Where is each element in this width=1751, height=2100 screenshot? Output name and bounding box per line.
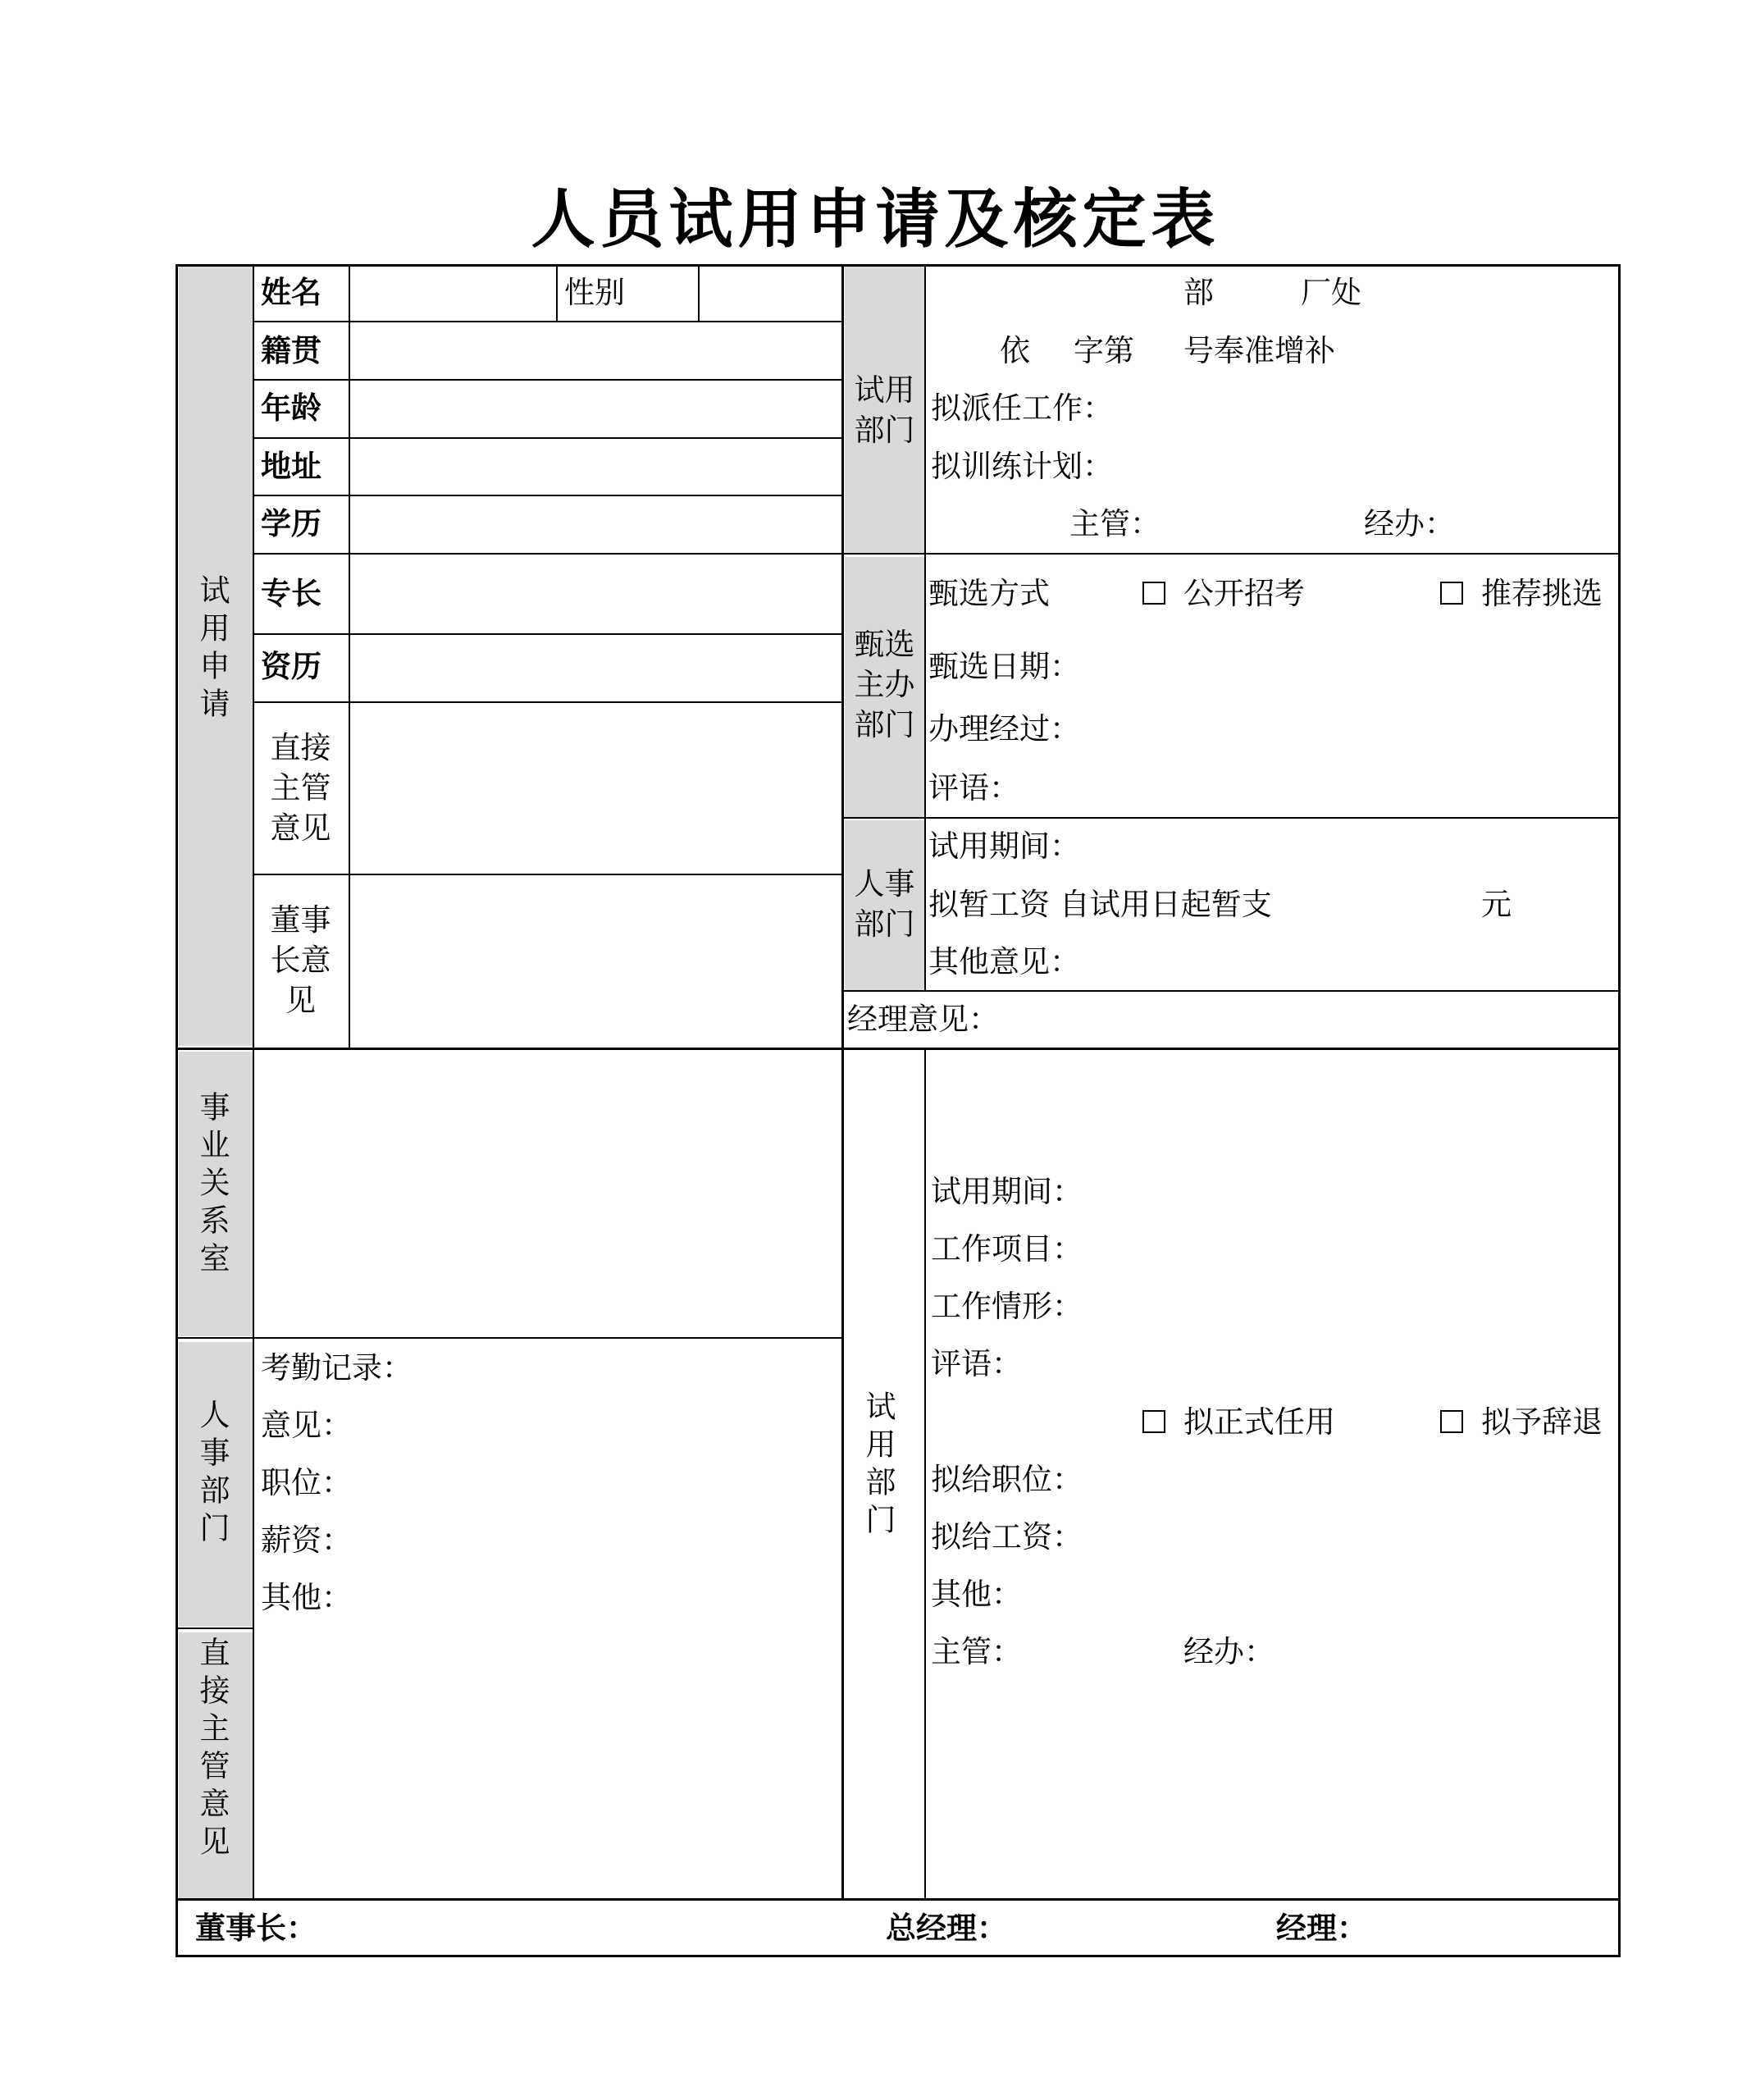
trial-dept-lower-label: 试用部门 xyxy=(860,1390,896,1541)
trial-dept-line1-b: 厂处 xyxy=(1301,275,1361,310)
hr-salary: 拟暂工资 自试用日起暂支 xyxy=(928,887,1272,922)
grid-line xyxy=(253,633,843,635)
lower-handler: 经办： xyxy=(1183,1634,1274,1669)
selection-process: 办理经过： xyxy=(928,711,1080,746)
lower-comment: 评语： xyxy=(931,1346,1022,1381)
trial-dept-line1-a: 部 xyxy=(1183,275,1214,310)
lower-other: 其他： xyxy=(931,1577,1022,1612)
hr-section-label: 人事 部门 xyxy=(854,866,915,942)
grid-line xyxy=(176,1337,843,1339)
grid-line xyxy=(253,495,843,496)
grid-line xyxy=(253,553,1621,555)
manager-opinion: 经理意见： xyxy=(847,1002,999,1037)
border-bottom xyxy=(176,1955,1621,1957)
lower-work-status: 工作情形： xyxy=(931,1289,1083,1324)
selection-date: 甄选日期： xyxy=(928,649,1080,684)
selection-comment: 评语： xyxy=(928,770,1019,806)
border-top xyxy=(176,264,1621,267)
label-hr-dept: 人事部门 xyxy=(194,1399,230,1550)
training-plan: 拟训练计划： xyxy=(931,449,1113,484)
assign-work: 拟派任工作： xyxy=(931,390,1113,426)
lower-work-items: 工作项目： xyxy=(931,1231,1083,1267)
field-native-place-label: 籍贯 xyxy=(261,333,321,368)
supervisor-opinion-label: 直接 主管 意见 xyxy=(270,730,331,846)
hr-lower-position: 职位： xyxy=(261,1465,352,1500)
grid-line xyxy=(924,264,926,992)
grid-line xyxy=(349,264,350,1049)
field-age-label: 年龄 xyxy=(261,390,321,426)
checkbox-open-recruitment[interactable] xyxy=(1142,582,1165,605)
grid-line xyxy=(556,264,558,322)
label-application: 试用申请 xyxy=(194,574,230,725)
trial-dept-line2-c: 号奉准增补 xyxy=(1183,333,1335,368)
proposed-salary: 拟给工资： xyxy=(931,1519,1083,1554)
page-title: 人员试用申请及核定表 xyxy=(531,183,1220,257)
signature-general-manager: 总经理： xyxy=(886,1911,1007,1946)
grid-line xyxy=(253,321,843,322)
hr-lower-salary: 薪资： xyxy=(261,1522,352,1558)
hr-lower-opinion: 意见： xyxy=(261,1408,352,1443)
hr-lower-other: 其他： xyxy=(261,1580,352,1615)
border-left xyxy=(176,264,178,1957)
grid-line xyxy=(253,437,843,439)
grid-line xyxy=(253,264,254,1900)
grid-line xyxy=(843,817,1621,819)
label-direct-supervisor: 直接主管意见 xyxy=(194,1637,230,1863)
lower-trial-period: 试用期间： xyxy=(931,1174,1083,1209)
option-dismiss: 拟予辞退 xyxy=(1481,1404,1603,1440)
grid-line xyxy=(253,379,843,381)
trial-dept-line2-a: 依 xyxy=(1000,333,1030,368)
checkbox-dismiss[interactable] xyxy=(1440,1410,1463,1433)
option-recommend: 推荐挑选 xyxy=(1481,576,1603,611)
lower-supervisor: 主管： xyxy=(931,1634,1022,1669)
border-right xyxy=(1618,264,1621,1957)
label-career-office: 事业关系室 xyxy=(194,1091,230,1280)
hr-salary-unit: 元 xyxy=(1481,887,1512,922)
trial-dept-supervisor: 主管： xyxy=(1069,506,1160,541)
grid-line xyxy=(841,264,844,1900)
grid-line xyxy=(698,264,700,322)
option-open-recruitment: 公开招考 xyxy=(1183,576,1305,611)
hr-other-opinion: 其他意见： xyxy=(928,944,1080,979)
selection-dept-label: 甄选 主办 部门 xyxy=(854,627,915,742)
selection-method: 甄选方式 xyxy=(928,576,1050,611)
signature-chairman: 董事长： xyxy=(195,1911,317,1946)
grid-line xyxy=(924,1048,926,1900)
field-education-label: 学历 xyxy=(261,506,321,541)
grid-line xyxy=(253,874,843,875)
trial-dept-handler: 经办： xyxy=(1364,506,1455,541)
attendance-record: 考勤记录： xyxy=(261,1350,413,1386)
grid-line xyxy=(843,990,1621,992)
field-gender-label: 性别 xyxy=(564,275,625,310)
trial-dept-line2-b: 字第 xyxy=(1074,333,1134,368)
grid-line xyxy=(176,1898,1621,1901)
signature-manager: 经理： xyxy=(1276,1911,1367,1946)
grid-line xyxy=(176,1628,253,1629)
proposed-position: 拟给职位： xyxy=(931,1462,1083,1497)
option-formal-hire: 拟正式任用 xyxy=(1183,1404,1335,1440)
grid-line xyxy=(176,1048,1621,1050)
field-name-label: 姓名 xyxy=(261,275,321,310)
trial-dept-label: 试用 部门 xyxy=(854,372,915,448)
field-address-label: 地址 xyxy=(261,449,321,484)
checkbox-recommend[interactable] xyxy=(1440,582,1463,605)
hr-trial-period: 试用期间： xyxy=(928,829,1080,864)
chairman-opinion-label: 董事 长意 见 xyxy=(270,902,331,1018)
grid-line xyxy=(253,701,843,703)
field-specialty-label: 专长 xyxy=(261,576,321,611)
checkbox-formal-hire[interactable] xyxy=(1142,1410,1165,1433)
field-qualification-label: 资历 xyxy=(261,649,321,684)
